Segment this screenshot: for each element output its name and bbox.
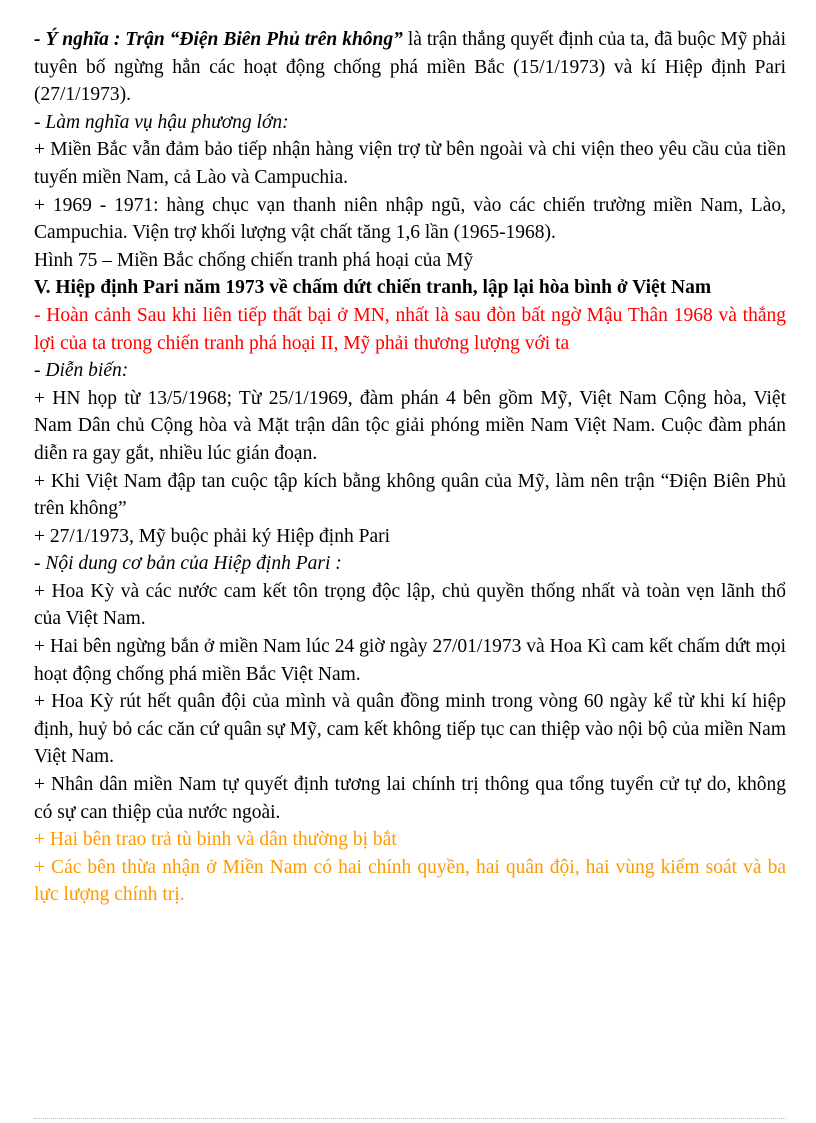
rear-duty-item-1: + Miền Bắc vẫn đảm bảo tiếp nhận hàng viện trợ từ bên ngoài và chi viện theo yêu cầu của tiền tuyến miền Nam, cả Lào và Campuchia. — [34, 139, 786, 188]
content-item-4: + Nhân dân miền Nam tự quyết định tương lai chính trị thông qua tổng tuyển cử tự do, không có sự can thiệp của nước ngoài. — [34, 774, 786, 823]
proceedings-heading: - Diễn biến: — [34, 360, 129, 382]
significance-label: - Ý nghĩa : Trận “Điện Biên Phủ trên không” — [34, 29, 403, 50]
proceedings-item-1: + HN họp từ 13/5/1968; Từ 25/1/1969, đàm phán 4 bên gồm Mỹ, Việt Nam Cộng hòa, Việt Nam Dân chủ Cộng hòa và Mặt trận dân tộc giải phóng miền Nam Việt Nam. Cuộc đàm phán diễn ra gay gắt, nhiều lúc gián đoạn. — [34, 387, 786, 464]
proceedings-item-3: + 27/1/1973, Mỹ buộc phải ký Hiệp định Pari — [34, 525, 391, 547]
content-item-5: + Hai bên trao trả tù binh và dân thường bị bắt — [34, 829, 397, 851]
content-item-1: + Hoa Kỳ và các nước cam kết tôn trọng độc lập, chủ quyền thống nhất và toàn vẹn lãnh thổ của Việt Nam. — [34, 580, 786, 630]
content-item-6: + Các bên thừa nhận ở Miền Nam có hai chính quyền, hai quân đội, hai vùng kiểm soát và ba lực lượng chính trị. — [34, 856, 786, 906]
document-page — [34, 26, 786, 909]
figure-caption: Hình 75 – Miền Bắc chống chiến tranh phá hoại của Mỹ — [34, 249, 474, 271]
context-paragraph: - Hoàn cảnh Sau khi liên tiếp thất bại ở MN, nhất là sau đòn bất ngờ Mậu Thân 1968 và thắng lợi của ta trong chiến tranh phá hoại II, Mỹ phải thương lượng với ta — [34, 304, 786, 354]
significance-paragraph — [34, 26, 786, 109]
rear-duty-heading: - Làm nghĩa vụ hậu phương lớn: — [34, 111, 289, 133]
rear-duty-item-2: + 1969 - 1971: hàng chục vạn thanh niên nhập ngũ, vào các chiến trường miền Nam, Lào, Campuchia. Viện trợ khối lượng vật chất tăng 1,6 lần (1965-1968). — [34, 194, 786, 244]
significance-text: là trận thắng quyết định của ta, đã buộc Mỹ phải tuyên bố ngừng hẳn các hoạt động chống phá miền Bắc (15/1/1973) và kí Hiệp định Pari (27/1/1973). — [34, 29, 786, 106]
page-bottom-rule — [34, 1118, 786, 1119]
content-heading: - Nội dung cơ bản của Hiệp định Pari : — [34, 553, 342, 575]
section-heading: V. Hiệp định Pari năm 1973 về chấm dứt chiến tranh, lập lại hòa bình ở Việt Nam — [34, 277, 712, 299]
content-item-2: + Hai bên ngừng bắn ở miền Nam lúc 24 giờ ngày 27/01/1973 và Hoa Kì cam kết chấm dứt mọi hoạt động chống phá miền Bắc Việt Nam. — [34, 636, 786, 685]
content-item-3: + Hoa Kỳ rút hết quân đội của mình và quân đồng minh trong vòng 60 ngày kể từ khi kí hiệp định, huỷ bỏ các căn cứ quân sự Mỹ, cam kết không tiếp tục can thiệp vào nội bộ của miền Nam Việt Nam. — [34, 691, 786, 768]
proceedings-item-2: + Khi Việt Nam đập tan cuộc tập kích bằng không quân của Mỹ, làm nên trận “Điện Biên Phủ trên không” — [34, 470, 786, 520]
